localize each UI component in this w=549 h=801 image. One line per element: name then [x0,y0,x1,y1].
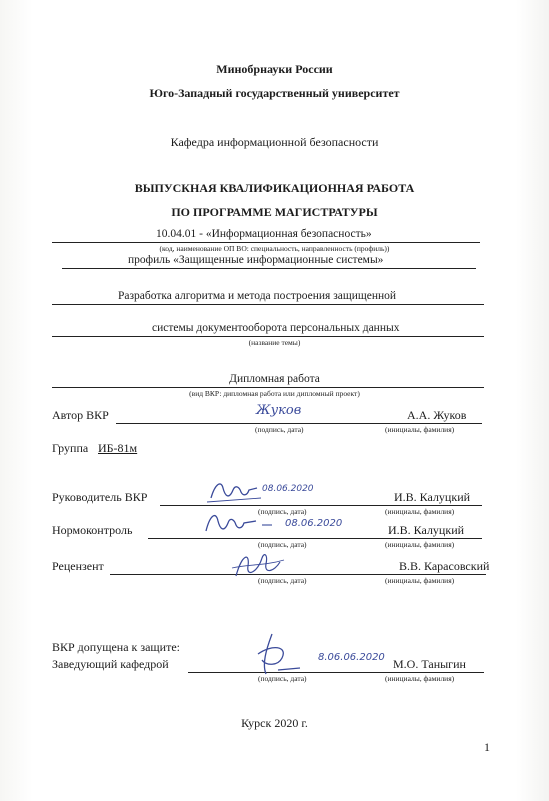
author-sign-caption: (подпись, дата) [255,425,304,434]
program-caption: (код, наименование ОП ВО: специальность, направленность (профиль)) [159,244,390,253]
page-number: 1 [484,740,490,754]
group-value: ИБ-81м [98,441,138,455]
author-label: Автор ВКР [52,408,109,422]
work-type-underline [52,387,484,388]
topic-underline-1 [52,304,484,305]
university-name: Юго-Западный государственный университет [149,86,400,100]
work-type-caption: (вид ВКР: дипломная работа или дипломный проект) [189,389,360,398]
reviewer-underline [110,574,486,575]
supervisor-name: И.В. Калуцкий [394,490,471,504]
author-underline [116,423,482,424]
reviewer-label: Рецензент [52,559,104,573]
normcontrol-label: Нормоконтроль [52,523,133,537]
topic-line2: системы документооборота персональных данных [152,322,400,334]
normcontrol-name: И.В. Калуцкий [388,523,465,537]
head-sign-caption: (подпись, дата) [258,674,307,683]
normcontrol-sign-caption: (подпись, дата) [258,540,307,549]
reviewer-sign-caption: (подпись, дата) [258,576,307,585]
author-name: А.А. Жуков [407,408,467,422]
head-signature-icon [238,630,308,678]
head-handwritten-date: 8.06.06.2020 [318,652,385,663]
supervisor-name-caption: (инициалы, фамилия) [385,507,455,516]
reviewer-name-caption: (инициалы, фамилия) [385,576,455,585]
head-of-department-label: Заведующий кафедрой [52,657,169,671]
author-signature: Жуков [256,403,302,418]
profile-underline [62,268,476,269]
supervisor-sign-caption: (подпись, дата) [258,507,307,516]
profile-name: профиль «Защищенные информационные системы» [128,254,384,266]
normcontrol-name-caption: (инициалы, фамилия) [385,540,455,549]
department-name: Кафедра информационной безопасности [170,135,379,149]
author-name-caption: (инициалы, фамилия) [385,425,455,434]
work-type: Дипломная работа [229,373,320,385]
work-title-line2: ПО ПРОГРАММЕ МАГИСТРАТУРЫ [171,205,378,219]
topic-caption: (название темы) [248,338,301,347]
head-name-caption: (инициалы, фамилия) [385,674,455,683]
topic-line1: Разработка алгоритма и метода построения защищенной [118,290,397,302]
program-code: 10.04.01 - «Информационная безопасность» [156,228,372,240]
group-label: Группа [52,441,89,455]
reviewer-name: В.В. Карасовский [399,559,490,573]
ministry-name: Минобрнауки России [216,62,333,76]
supervisor-handwritten-date: 08.06.2020 [262,484,314,494]
program-underline [52,242,480,243]
topic-underline-2 [52,336,484,337]
city-year: Курск 2020 г. [241,716,308,730]
head-underline [188,672,484,673]
normcontrol-handwritten-date: 08.06.2020 [285,518,343,529]
work-title-line1: ВЫПУСКНАЯ КВАЛИФИКАЦИОННАЯ РАБОТА [134,181,415,195]
supervisor-label: Руководитель ВКР [52,490,148,504]
head-name: М.О. Таныгин [393,657,466,671]
admitted-text: ВКР допущена к защите: [52,640,180,654]
